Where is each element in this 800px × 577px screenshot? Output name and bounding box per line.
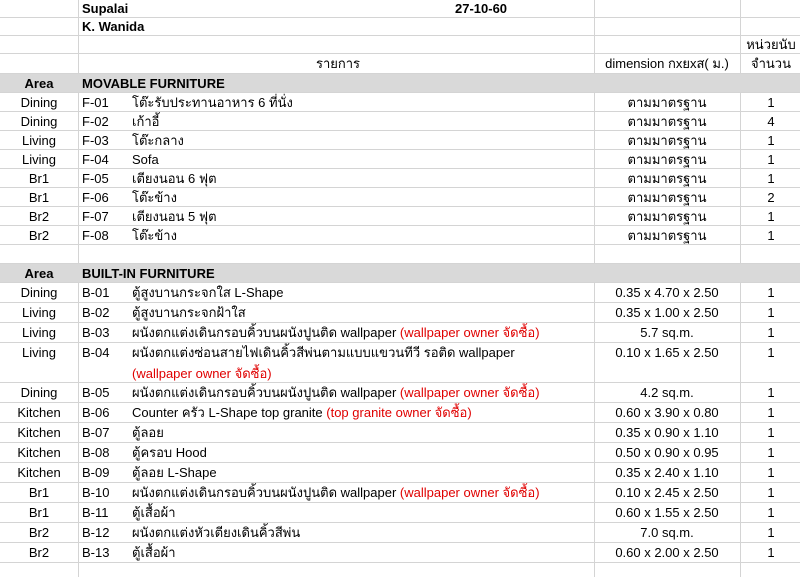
owner-purchase-note: (wallpaper owner จัดซื้อ) bbox=[399, 385, 540, 400]
code-cell: B-06 bbox=[82, 405, 110, 420]
code-cell: B-11 bbox=[82, 505, 109, 520]
unit-header: หน่วยนับ bbox=[746, 37, 796, 52]
dimension-cell: ตามมาตรฐาน bbox=[627, 227, 707, 243]
dimension-header: dimension กxยxส( ม.) bbox=[605, 56, 729, 71]
description-cell: เก้าอี้ bbox=[132, 113, 160, 129]
area-cell: Living bbox=[22, 345, 56, 360]
description-cell: โต๊ะรับประทานอาหาร 6 ที่นั่ง bbox=[132, 94, 293, 110]
section-title: BUILT-IN FURNITURE bbox=[82, 265, 215, 281]
qty-cell: 1 bbox=[767, 325, 775, 340]
description-cell bbox=[132, 423, 594, 442]
qty-cell: 1 bbox=[767, 227, 775, 243]
area-cell: Br1 bbox=[28, 485, 50, 500]
description-text: ตู้สูงบานกระจกใส L-Shape bbox=[132, 285, 284, 300]
area-cell: Living bbox=[22, 151, 56, 167]
area-cell: Living bbox=[22, 132, 56, 148]
owner-purchase-note: (wallpaper owner จัดซื้อ) bbox=[399, 485, 540, 500]
description-cell bbox=[132, 483, 594, 502]
dimension-cell: ตามมาตรฐาน bbox=[627, 170, 707, 186]
qty-cell: 1 bbox=[767, 425, 775, 440]
area-header: Area bbox=[24, 75, 54, 91]
qty-cell: 1 bbox=[767, 208, 775, 224]
code-cell: B-10 bbox=[82, 485, 110, 500]
dimension-cell: 7.0 sq.m. bbox=[640, 525, 694, 540]
section-header-movable bbox=[0, 74, 800, 93]
header-row-blank bbox=[0, 36, 800, 54]
dimension-cell: 4.2 sq.m. bbox=[640, 385, 694, 400]
table-row bbox=[0, 303, 800, 323]
items-header: รายการ bbox=[315, 56, 361, 71]
area-cell: Living bbox=[22, 325, 56, 340]
qty-cell: 1 bbox=[767, 151, 775, 167]
table-row bbox=[0, 323, 800, 343]
dimension-cell: 0.35 x 4.70 x 2.50 bbox=[615, 285, 719, 300]
description-cell bbox=[132, 503, 594, 522]
section-title: MOVABLE FURNITURE bbox=[82, 75, 225, 91]
table-row bbox=[0, 283, 800, 303]
code-cell: B-08 bbox=[82, 445, 110, 460]
qty-cell: 1 bbox=[767, 465, 775, 480]
description-cell bbox=[132, 403, 594, 422]
section-header-builtin bbox=[0, 264, 800, 283]
table-row bbox=[0, 207, 800, 226]
code-cell: B-01 bbox=[82, 285, 110, 300]
qty-cell: 4 bbox=[767, 113, 775, 129]
code-cell: F-06 bbox=[82, 189, 109, 205]
code-cell: B-03 bbox=[82, 325, 110, 340]
code-cell: B-07 bbox=[82, 425, 110, 440]
table-row bbox=[0, 383, 800, 403]
dimension-cell: ตามมาตรฐาน bbox=[627, 132, 707, 148]
project-name: Supalai bbox=[82, 1, 129, 16]
table-row bbox=[0, 188, 800, 207]
code-cell: B-02 bbox=[82, 305, 110, 320]
description-text: ตู้สูงบานกระจกฝ้าใส bbox=[132, 305, 246, 320]
qty-cell: 1 bbox=[767, 405, 775, 420]
area-cell: Br2 bbox=[28, 545, 50, 560]
table-row bbox=[0, 503, 800, 523]
code-cell: F-05 bbox=[82, 170, 109, 186]
qty-cell: 1 bbox=[767, 485, 775, 500]
code-cell: B-12 bbox=[82, 525, 110, 540]
area-cell: Br1 bbox=[28, 170, 50, 186]
qty-header: จำนวน bbox=[751, 56, 791, 71]
table-row bbox=[0, 112, 800, 131]
description-text: ตู้ลอย bbox=[132, 425, 164, 440]
area-cell: Br2 bbox=[28, 227, 50, 243]
area-cell: Br2 bbox=[28, 525, 50, 540]
description-cell bbox=[132, 523, 594, 542]
area-cell: Br2 bbox=[28, 208, 50, 224]
description-text: Counter ครัว L-Shape top granite bbox=[132, 405, 327, 420]
area-cell: Dining bbox=[20, 385, 58, 400]
description-text: ผนังตกแต่งซ่อนสายไฟเดินคิ้วสีพ่นตามแบบแขวนทีวี รอติด wallpaper bbox=[132, 344, 515, 360]
dimension-cell: 0.35 x 2.40 x 1.10 bbox=[615, 465, 719, 480]
table-row bbox=[0, 93, 800, 112]
table-row bbox=[0, 150, 800, 169]
dimension-cell: 0.60 x 3.90 x 0.80 bbox=[615, 405, 719, 420]
code-cell: F-01 bbox=[82, 94, 109, 110]
dimension-cell: 0.50 x 0.90 x 0.95 bbox=[615, 445, 719, 460]
area-cell: Kitchen bbox=[17, 405, 61, 420]
table-row bbox=[0, 226, 800, 245]
description-cell bbox=[132, 303, 594, 322]
area-cell: Dining bbox=[20, 94, 58, 110]
description-cell: โต๊ะข้าง bbox=[132, 189, 177, 205]
description-cell bbox=[132, 543, 594, 562]
description-cell: เตียงนอน 5 ฟุต bbox=[132, 208, 217, 224]
header-row-client bbox=[0, 18, 800, 36]
code-cell: B-13 bbox=[82, 545, 110, 560]
dimension-cell: 0.10 x 2.45 x 2.50 bbox=[615, 485, 719, 500]
qty-cell: 1 bbox=[767, 445, 775, 460]
dimension-cell: ตามมาตรฐาน bbox=[627, 94, 707, 110]
qty-cell: 1 bbox=[767, 170, 775, 186]
dimension-cell: 5.7 sq.m. bbox=[640, 325, 694, 340]
description-cell: Sofa bbox=[132, 151, 159, 167]
description-text: ผนังตกแต่งเดินกรอบคิ้วบนผนังปูนติด wallpaper bbox=[132, 485, 400, 500]
area-cell: Living bbox=[22, 305, 56, 320]
dimension-cell: 0.60 x 2.00 x 2.50 bbox=[615, 545, 719, 560]
qty-cell: 2 bbox=[767, 189, 775, 205]
spacer-row bbox=[0, 245, 800, 264]
qty-cell: 1 bbox=[767, 525, 775, 540]
code-cell: F-04 bbox=[82, 151, 109, 167]
description-cell bbox=[132, 463, 594, 482]
table-row bbox=[0, 523, 800, 543]
dimension-cell: ตามมาตรฐาน bbox=[627, 208, 707, 224]
qty-cell: 1 bbox=[767, 132, 775, 148]
description-cell: โต๊ะข้าง bbox=[132, 227, 177, 243]
code-cell: F-07 bbox=[82, 208, 109, 224]
qty-cell: 1 bbox=[767, 505, 775, 520]
code-cell: B-09 bbox=[82, 465, 110, 480]
qty-cell: 1 bbox=[767, 385, 775, 400]
dimension-cell: ตามมาตรฐาน bbox=[627, 113, 707, 129]
area-cell: Kitchen bbox=[17, 445, 61, 460]
description-cell bbox=[132, 443, 594, 462]
table-row bbox=[0, 483, 800, 503]
client-name: K. Wanida bbox=[82, 19, 145, 34]
owner-purchase-note: (top granite owner จัดซื้อ) bbox=[326, 405, 472, 420]
table-row bbox=[0, 169, 800, 188]
description-text: ตู้เสื้อผ้า bbox=[132, 505, 176, 520]
dimension-cell: ตามมาตรฐาน bbox=[627, 189, 707, 205]
area-cell: Br1 bbox=[28, 189, 50, 205]
owner-purchase-note: (wallpaper owner จัดซื้อ) bbox=[399, 325, 540, 340]
area-cell: Br1 bbox=[28, 505, 50, 520]
dimension-cell: ตามมาตรฐาน bbox=[627, 151, 707, 167]
dimension-cell: 0.10 x 1.65 x 2.50 bbox=[615, 345, 719, 360]
header-row-project bbox=[0, 0, 800, 18]
description-text: ตู้ลอย L-Shape bbox=[132, 465, 217, 480]
code-cell: F-08 bbox=[82, 227, 109, 243]
area-header: Area bbox=[24, 265, 54, 281]
dimension-cell: 0.35 x 1.00 x 2.50 bbox=[615, 305, 719, 320]
qty-cell: 1 bbox=[767, 94, 775, 110]
area-cell: Dining bbox=[20, 285, 58, 300]
code-cell: F-03 bbox=[82, 132, 109, 148]
description-cell bbox=[132, 343, 594, 382]
description-cell bbox=[132, 283, 594, 302]
area-cell: Kitchen bbox=[17, 465, 61, 480]
table-row bbox=[0, 543, 800, 563]
area-cell: Kitchen bbox=[17, 425, 61, 440]
qty-cell: 1 bbox=[767, 545, 775, 560]
description-text: ผนังตกแต่งหัวเตียงเดินคิ้วสีพ่น bbox=[132, 525, 301, 540]
description-text: ตู้เสื้อผ้า bbox=[132, 545, 176, 560]
code-cell: B-04 bbox=[82, 345, 110, 360]
qty-cell: 1 bbox=[767, 285, 775, 300]
code-cell: B-05 bbox=[82, 385, 110, 400]
table-row bbox=[0, 403, 800, 423]
table-row bbox=[0, 443, 800, 463]
description-cell bbox=[132, 383, 594, 402]
description-text: ตู้ครอบ Hood bbox=[132, 445, 207, 460]
owner-purchase-note: (wallpaper owner จัดซื้อ) bbox=[132, 365, 272, 381]
dimension-cell: 0.60 x 1.55 x 2.50 bbox=[615, 505, 719, 520]
description-text: ผนังตกแต่งเดินกรอบคิ้วบนผนังปูนติด wallpaper bbox=[132, 385, 400, 400]
table-row bbox=[0, 343, 800, 383]
description-text: ผนังตกแต่งเดินกรอบคิ้วบนผนังปูนติด wallpaper bbox=[132, 325, 400, 340]
description-cell: โต๊ะกลาง bbox=[132, 132, 184, 148]
dimension-cell: 0.35 x 0.90 x 1.10 bbox=[615, 425, 719, 440]
table-row bbox=[0, 463, 800, 483]
area-cell: Dining bbox=[20, 113, 58, 129]
qty-cell: 1 bbox=[767, 305, 775, 320]
table-row bbox=[0, 131, 800, 150]
table-row bbox=[0, 423, 800, 443]
qty-cell: 1 bbox=[767, 345, 775, 360]
description-cell: เตียงนอน 6 ฟุต bbox=[132, 170, 217, 186]
column-header-row bbox=[0, 54, 800, 74]
code-cell: F-02 bbox=[82, 113, 109, 129]
date-label: 27-10-60 bbox=[455, 1, 508, 16]
description-cell bbox=[132, 323, 594, 342]
